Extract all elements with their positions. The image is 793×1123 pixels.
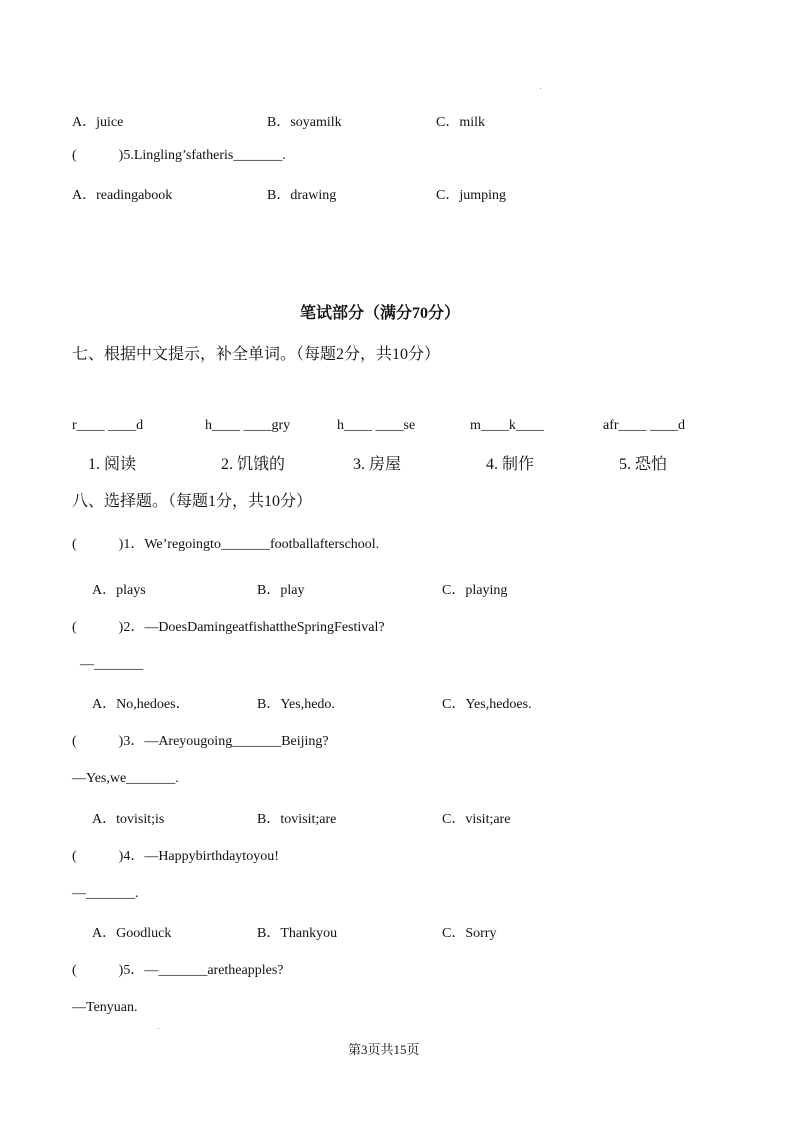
question-2: ( )2．—DoesDamingeatfishattheSpringFestival? <box>72 620 385 635</box>
hint-5: 5. 恐怕 <box>619 456 668 473</box>
hint-2: 2. 饥饿的 <box>221 456 286 473</box>
q1-option-b: B．play <box>257 583 305 598</box>
hint-4: 4. 制作 <box>486 456 535 473</box>
section-8-heading: 八、选择题。（每题1分，共10分） <box>72 493 313 510</box>
q5-answer-line: —Tenyuan. <box>72 1000 138 1015</box>
q4-option-b: B．Thankyou <box>257 926 338 941</box>
q4-answer-line: —_______. <box>72 886 139 901</box>
question-5: ( )5．—_______aretheapples? <box>72 963 284 978</box>
question-4: ( )4．—Happybirthdaytoyou! <box>72 849 279 864</box>
q2-answer-line: —_______ <box>80 657 143 672</box>
written-part-title: 笔试部分（满分70分） <box>300 305 461 322</box>
scan-dot <box>158 1028 159 1029</box>
q4-option-a: A．Goodluck <box>92 926 172 941</box>
question-5-listening: ( )5.Lingling’sfatheris_______. <box>72 148 286 163</box>
q3-option-c: C．visit;are <box>442 812 511 827</box>
q5-option-a: A．readingabook <box>72 188 173 203</box>
blank-word-4: m____k____ <box>470 418 544 433</box>
q5-option-c: C．jumping <box>436 188 507 203</box>
q2-option-c: C．Yes,hedoes. <box>442 697 532 712</box>
q4-option-b: B．soyamilk <box>267 115 342 130</box>
hint-3: 3. 房屋 <box>353 456 402 473</box>
q4-option-a: A．juice <box>72 115 124 130</box>
blank-word-3: h____ ____se <box>337 418 416 433</box>
question-3: ( )3．—Areyougoing_______Beijing? <box>72 734 329 749</box>
blank-word-1: r____ ____d <box>72 418 144 433</box>
section-7-heading: 七、根据中文提示，补全单词。（每题2分，共10分） <box>72 346 441 363</box>
scan-dot <box>540 88 541 89</box>
hint-1: 1. 阅读 <box>88 456 137 473</box>
q4-option-c: C．milk <box>436 115 486 130</box>
page-footer: 第3页共15页 <box>348 1042 420 1057</box>
blank-word-5: afr____ ____d <box>603 418 686 433</box>
q1-option-a: A．plays <box>92 583 146 598</box>
q2-option-a: A．No,hedoes． <box>92 697 190 712</box>
q3-answer-line: —Yes,we_______. <box>72 771 179 786</box>
q3-option-a: A．tovisit;is <box>92 812 165 827</box>
q5-option-b: B．drawing <box>267 188 337 203</box>
q4-option-c: C．Sorry <box>442 926 497 941</box>
q1-option-c: C．playing <box>442 583 508 598</box>
question-1: ( )1．We’regoingto_______footballafterschool. <box>72 537 380 552</box>
q3-option-b: B．tovisit;are <box>257 812 337 827</box>
q2-option-b: B．Yes,hedo. <box>257 697 335 712</box>
blank-word-2: h____ ____gry <box>205 418 291 433</box>
